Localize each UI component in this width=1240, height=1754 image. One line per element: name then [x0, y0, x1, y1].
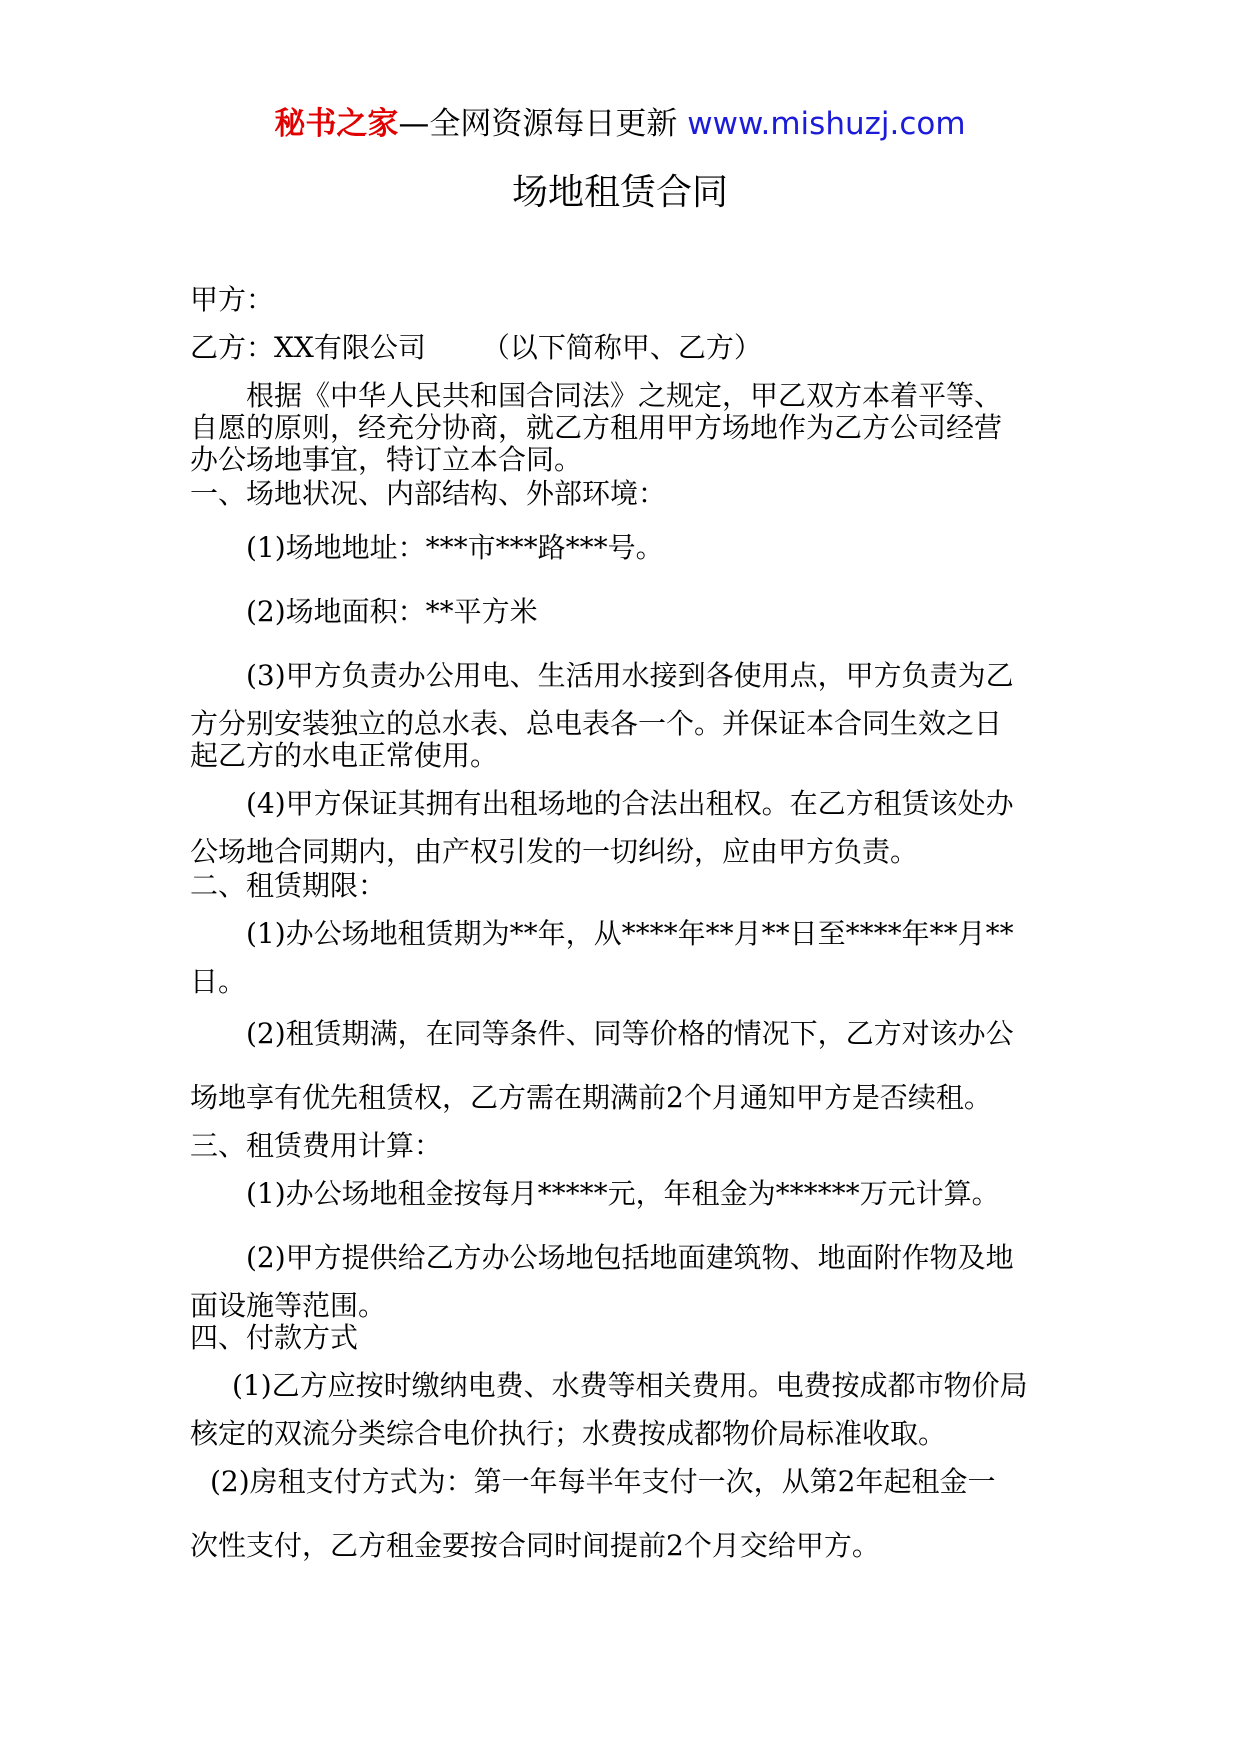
section-1-item-1: (1)场地地址：***市***路***号。 — [246, 531, 664, 564]
party-a-line: 甲方： — [190, 283, 275, 316]
section-1-item-3: 起乙方的水电正常使用。 — [190, 739, 499, 772]
section-2-item-1: 日。 — [190, 965, 247, 998]
section-1-item-4: (4)甲方保证其拥有出租场地的合法出租权。在乙方租赁该处办 — [246, 787, 1014, 820]
party-b-name: 乙方：XX有限公司 — [190, 331, 426, 364]
section-4-item-1: (1)乙方应按时缴纳电费、水费等相关费用。电费按成都市物价局 — [232, 1369, 1028, 1402]
section-2-item-2: 场地享有优先租赁权，乙方需在期满前2个月通知甲方是否续租。 — [190, 1081, 992, 1114]
section-3-item-2: (2)甲方提供给乙方办公场地包括地面建筑物、地面附作物及地 — [246, 1241, 1014, 1274]
party-b-note: （以下简称甲、乙方） — [481, 331, 762, 364]
section-1-item-3: (3)甲方负责办公用电、生活用水接到各使用点，甲方负责为乙 — [246, 659, 1014, 692]
preamble-line: 办公场地事宜，特订立本合同。 — [190, 443, 583, 476]
site-header — [0, 98, 1240, 143]
section-2-heading: 二、租赁期限： — [190, 869, 387, 902]
document-title: 场地租赁合同 — [511, 172, 728, 213]
section-4-item-2: 次性支付，乙方租金要按合同时间提前2个月交给甲方。 — [190, 1529, 880, 1562]
section-1-item-4: 公场地合同期内，由产权引发的一切纠纷，应由甲方负责。 — [190, 835, 919, 868]
section-2-item-2: (2)租赁期满，在同等条件、同等价格的情况下，乙方对该办公 — [246, 1017, 1014, 1050]
site-url-link[interactable]: www.mishuzj.com — [687, 106, 966, 142]
section-3-item-1: (1)办公场地租金按每月*****元，年租金为******万元计算。 — [246, 1177, 1000, 1210]
header-slogan: —全网资源每日更新 — [398, 106, 678, 142]
brand-name: 秘书之家 — [274, 106, 399, 142]
party-b-line — [190, 330, 762, 366]
section-1-item-2: (2)场地面积：**平方米 — [246, 595, 538, 628]
section-3-item-2: 面设施等范围。 — [190, 1289, 387, 1322]
section-3-heading: 三、租赁费用计算： — [190, 1129, 443, 1162]
preamble-line: 自愿的原则，经充分协商，就乙方租用甲方场地作为乙方公司经营 — [190, 411, 1003, 444]
section-4-item-1: 核定的双流分类综合电价执行；水费按成都物价局标准收取。 — [190, 1417, 947, 1450]
section-4-heading: 四、付款方式 — [190, 1321, 359, 1354]
section-1-item-3: 方分别安装独立的总水表、总电表各一个。并保证本合同生效之日 — [190, 707, 1003, 740]
section-4-item-2: (2)房租支付方式为：第一年每半年支付一次，从第2年起租金一 — [210, 1465, 996, 1498]
section-1-heading: 一、场地状况、内部结构、外部环境： — [190, 477, 667, 510]
section-2-item-1: (1)办公场地租赁期为**年，从****年**月**日至****年**月** — [246, 917, 1014, 950]
preamble-line: 根据《中华人民共和国合同法》之规定，甲乙双方本着平等、 — [246, 379, 1003, 412]
